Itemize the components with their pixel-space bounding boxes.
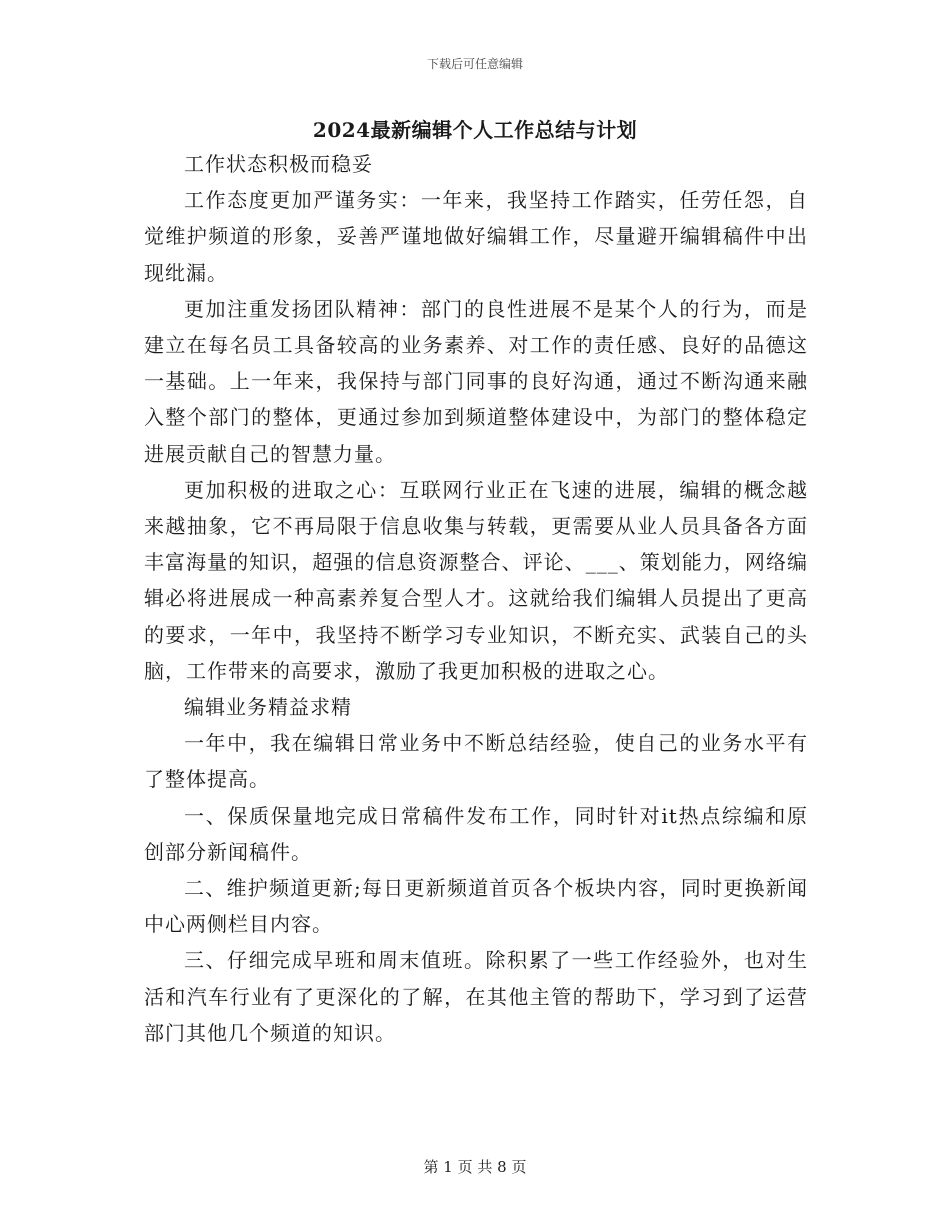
document-title: 2024最新编辑个人工作总结与计划 [312,118,638,142]
section-heading-editing-excellence: 编辑业务精益求精 [184,695,352,720]
list-item-shift-duty: 三、仔细完成早班和周末值班。除积累了一些工作经验外，也对生活和汽车行业有了更深化的了解，在其他主管的帮助下，学习到了运营部门其他几个频道的知识。 [144,948,808,1045]
page-number: 第 1 页 共 8 页 [423,1158,527,1176]
section-heading-work-status: 工作状态积极而稳妥 [184,152,373,176]
list-item-channel-updates: 二、维护频道更新;每日更新频道首页各个板块内容，同时更换新闻中心两侧栏目内容。 [144,876,808,937]
paragraph-business-improvement: 一年中，我在编辑日常业务中不断总结经验，使自己的业务水平有了整体提高。 [144,731,808,792]
paragraph-team-spirit: 更加注重发扬团队精神：部门的良性进展不是某个人的行为，而是建立在每名员工具备较高的业务素养、对工作的责任感、良好的品德这一基础。上一年来，我保持与部门同事的良好沟通，通过不断沟通来融入整个部门的整体，更通过参加到频道整体建设中，为部门的整体稳定进展贡献自己的智慧力量。 [144,296,808,466]
document-body [144,146,808,1051]
paragraph-enterprising-spirit: 更加积极的进取之心：互联网行业正在飞速的进展，编辑的概念越来越抽象，它不再局限于信息收集与转载，更需要从业人员具备各方面丰富海量的知识，超强的信息资源整合、评论、___、策划能力，网络编辑必将进展成一种高素养复合型人才。这就给我们编辑人员提出了更高的要求，一年中，我坚持不断学习专业知识，不断充实、武装自己的头脑，工作带来的高要求，激励了我更加积极的进取之心。 [144,477,808,683]
paragraph-work-attitude: 工作态度更加严谨务实：一年来，我坚持工作踏实，任劳任怨，自觉维护频道的形象，妥善严谨地做好编辑工作，尽量避开编辑稿件中出现纰漏。 [144,188,808,285]
page-header-note: 下载后可任意编辑 [426,57,523,71]
list-item-daily-manuscripts: 一、保质保量地完成日常稿件发布工作，同时针对it热点综编和原创部分新闻稿件。 [144,803,808,864]
